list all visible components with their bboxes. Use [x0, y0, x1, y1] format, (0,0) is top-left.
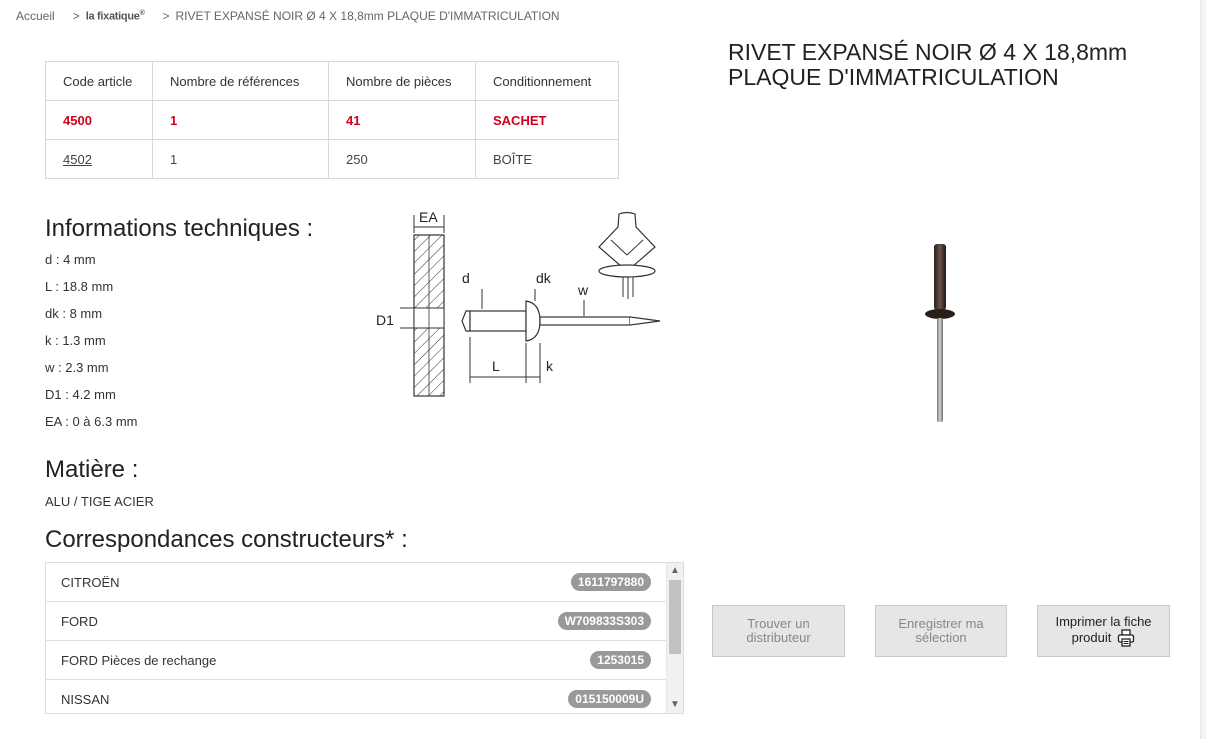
spec-d: d : 4 mm	[45, 252, 96, 267]
scrollbar-thumb[interactable]	[669, 580, 681, 654]
list-item	[46, 563, 666, 602]
col-header-code: Code article	[46, 62, 153, 101]
breadcrumb-separator: >	[162, 9, 170, 23]
print-sheet-label-line2: produit	[1071, 630, 1112, 645]
label-d1: D1	[376, 312, 394, 328]
chevron-down-icon[interactable]: ▼	[670, 699, 680, 710]
breadcrumb-current: RIVET EXPANSÉ NOIR Ø 4 X 18,8mm PLAQUE D'IMMATRICULATION	[175, 9, 560, 23]
list-item	[46, 641, 666, 680]
list-scrollbar[interactable]	[666, 563, 683, 713]
print-sheet-label-row	[1072, 629, 1136, 647]
label-d: d	[462, 270, 470, 286]
breadcrumb-home-link[interactable]: Accueil	[16, 9, 55, 23]
table-header-row	[46, 62, 619, 101]
save-selection-button[interactable]	[875, 605, 1007, 657]
list-item	[46, 602, 666, 641]
spec-dk: dk : 8 mm	[45, 306, 103, 321]
product-title-line2: PLAQUE D'IMMATRICULATION	[728, 64, 1059, 90]
maker-ref-badge: 1611797880	[571, 573, 651, 591]
find-distributor-label-line1: Trouver un	[747, 616, 810, 631]
cell-packaging: BOÎTE	[476, 140, 619, 179]
cell-packaging: SACHET	[476, 101, 619, 140]
maker-ref-badge: 1253015	[590, 651, 651, 669]
page-edge-scrollbar[interactable]	[1200, 0, 1206, 739]
print-sheet-label-line1: Imprimer la fiche	[1055, 614, 1152, 629]
find-distributor-label-line2: distributeur	[746, 630, 811, 645]
tech-specs-list	[45, 251, 138, 440]
breadcrumb	[16, 9, 560, 23]
table-row[interactable]	[46, 140, 619, 179]
brand-name: la fixatique	[85, 10, 140, 23]
spec-w: w : 2.3 mm	[45, 360, 109, 375]
label-k: k	[546, 358, 553, 374]
cell-pieces: 250	[329, 140, 476, 179]
table-row-selected[interactable]	[46, 101, 619, 140]
breadcrumb-brand-link[interactable]	[86, 10, 145, 23]
cell-refs: 1	[153, 140, 329, 179]
label-w: w	[578, 282, 589, 298]
rivet-technical-diagram	[370, 205, 670, 405]
print-sheet-button[interactable]	[1037, 605, 1170, 657]
find-distributor-button[interactable]	[712, 605, 845, 657]
cell-code: 4500	[46, 101, 153, 140]
spec-k: k : 1.3 mm	[45, 333, 106, 348]
breadcrumb-separator: >	[72, 9, 80, 23]
maker-name: FORD	[61, 613, 98, 629]
save-selection-label-line2: sélection	[915, 630, 967, 645]
material-value: ALU / TIGE ACIER	[45, 494, 154, 509]
label-dk: dk	[536, 270, 551, 286]
correspondances-list	[46, 563, 666, 714]
maker-name: CITROËN	[61, 574, 120, 590]
chevron-up-icon[interactable]: ▲	[670, 565, 680, 576]
maker-ref-badge: 015150009U	[568, 690, 651, 708]
label-l: L	[492, 358, 500, 374]
spec-d1: D1 : 4.2 mm	[45, 387, 116, 402]
label-ea: EA	[419, 209, 438, 225]
col-header-refs: Nombre de références	[153, 62, 329, 101]
cell-code-link[interactable]: 4502	[46, 140, 153, 179]
maker-name: FORD Pièces de rechange	[61, 652, 217, 668]
spec-ea: EA : 0 à 6.3 mm	[45, 414, 138, 429]
printer-icon	[1117, 629, 1135, 647]
correspondances-title: Correspondances constructeurs* :	[45, 526, 408, 553]
product-title	[728, 40, 1148, 90]
references-table	[45, 61, 619, 179]
col-header-pieces: Nombre de pièces	[329, 62, 476, 101]
cell-refs: 1	[153, 101, 329, 140]
spec-l: L : 18.8 mm	[45, 279, 114, 294]
rivet-product-image	[918, 240, 964, 426]
save-selection-label-line1: Enregistrer ma	[898, 616, 984, 631]
list-item	[46, 680, 666, 714]
tech-info-title: Informations techniques :	[45, 215, 314, 242]
maker-name: NISSAN	[61, 691, 110, 707]
brand-registered-mark: ®	[139, 9, 145, 17]
col-header-packaging: Conditionnement	[476, 62, 619, 101]
product-title-line1: RIVET EXPANSÉ NOIR Ø 4 X 18,8mm	[728, 39, 1128, 65]
maker-ref-badge: W709833S303	[558, 612, 651, 630]
material-title: Matière :	[45, 456, 139, 483]
correspondances-scroll-box[interactable]	[45, 562, 684, 714]
cell-pieces: 41	[329, 101, 476, 140]
